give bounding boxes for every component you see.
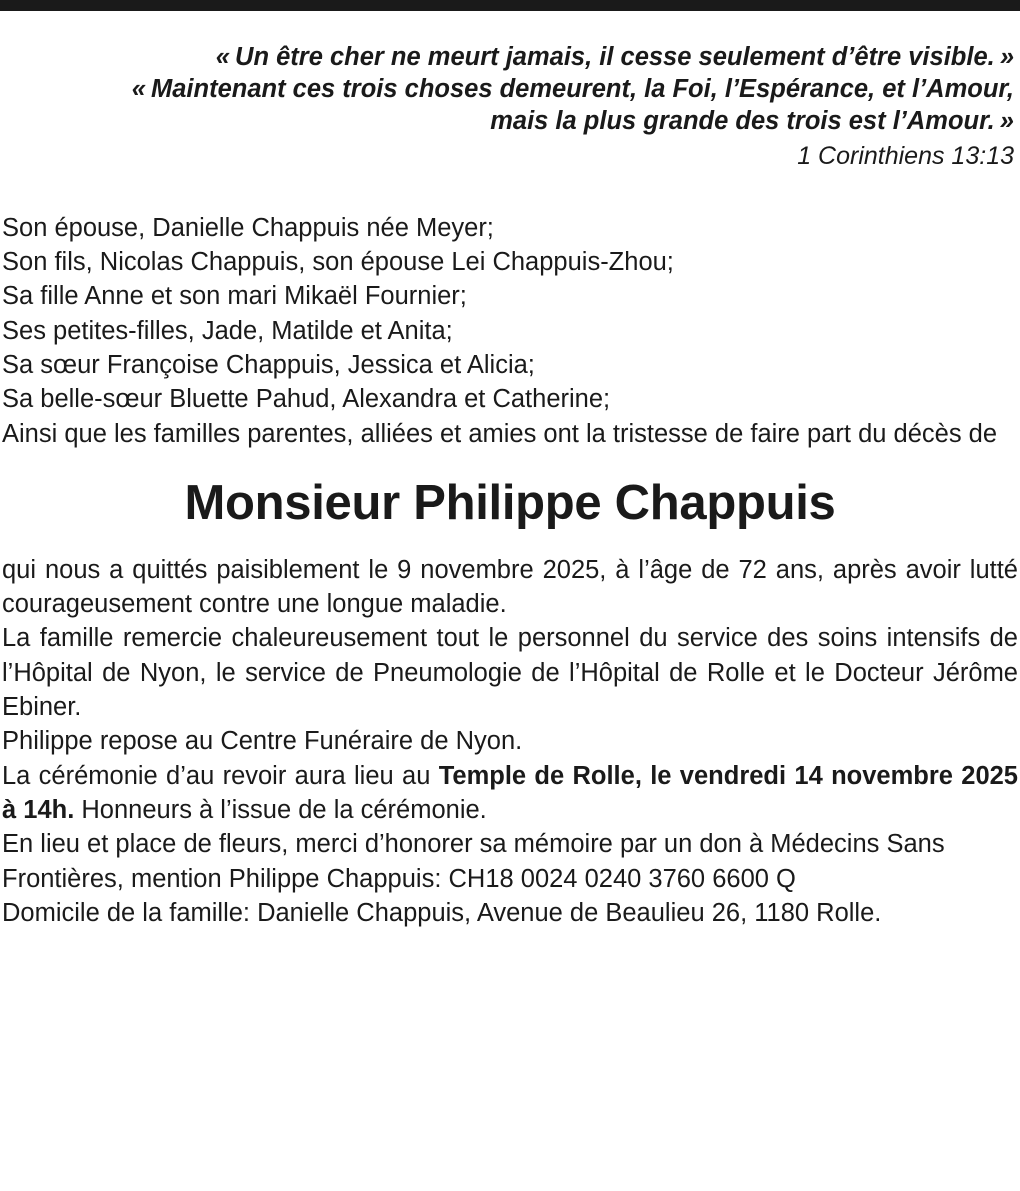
quote-line-1: « Un être cher ne meurt jamais, il cesse seulement d’être visible. » xyxy=(215,43,1014,71)
deceased-name: Monsieur Philippe Chappuis xyxy=(184,475,836,530)
ceremony-text-after: Honneurs à l’issue de la cérémonie. xyxy=(74,795,487,824)
family-line: Son fils, Nicolas Chappuis, son épouse Lei Chappuis-Zhou; xyxy=(2,248,674,277)
family-line: Ainsi que les familles parentes, alliées et amies ont la tristesse de faire part du décès de xyxy=(2,419,998,448)
quote-source: 1 Corinthiens 13:13 xyxy=(797,142,1014,171)
thanks-paragraph: La famille remercie chaleureusement tout le personnel du service des soins intensifs de l’Hôpital de Nyon, le service de Pneumologie de l’Hôpital de Rolle et le Docteur Jérôme Ebiner. xyxy=(2,624,1018,722)
notice-content xyxy=(0,11,1020,930)
quote-line-3: mais la plus grande des trois est l’Amour. » xyxy=(490,107,1014,136)
ceremony-text-before: La cérémonie d’au revoir aura lieu au xyxy=(2,761,439,790)
family-line: Son épouse, Danielle Chappuis née Meyer; xyxy=(2,213,494,242)
passing-paragraph: qui nous a quittés paisiblement le 9 novembre 2025, à l’âge de 72 ans, après avoir lutté courageusement contre une longue maladie. xyxy=(2,555,1018,619)
family-line: Sa fille Anne et son mari Mikaël Fournier; xyxy=(2,282,467,311)
top-border-rule xyxy=(0,0,1020,11)
family-address: Domicile de la famille: Danielle Chappuis, Avenue de Beaulieu 26, 1180 Rolle. xyxy=(2,898,882,927)
family-line: Sa belle-sœur Bluette Pahud, Alexandra et Catherine; xyxy=(2,385,611,414)
family-line: Ses petites-filles, Jade, Matilde et Anita; xyxy=(2,316,453,345)
ceremony-paragraph xyxy=(2,759,1018,828)
family-line: Sa sœur Françoise Chappuis, Jessica et Alicia; xyxy=(2,351,535,380)
resting-paragraph: Philippe repose au Centre Funéraire de Nyon. xyxy=(2,727,523,756)
quote-line-2: « Maintenant ces trois choses demeurent, la Foi, l’Espérance, et l’Amour, xyxy=(131,75,1014,104)
ceremony-details: Temple de Rolle, le vendredi 14 novembre 2025 à 14h. xyxy=(2,761,1018,824)
family-list xyxy=(2,211,1018,451)
donation-paragraph: En lieu et place de fleurs, merci d’honorer sa mémoire par un don à Médecins Sans Frontières, mention Philippe Chappuis: CH18 0024 0240 3760 6600 Q xyxy=(2,830,945,893)
epigraph-quote xyxy=(2,41,1018,173)
